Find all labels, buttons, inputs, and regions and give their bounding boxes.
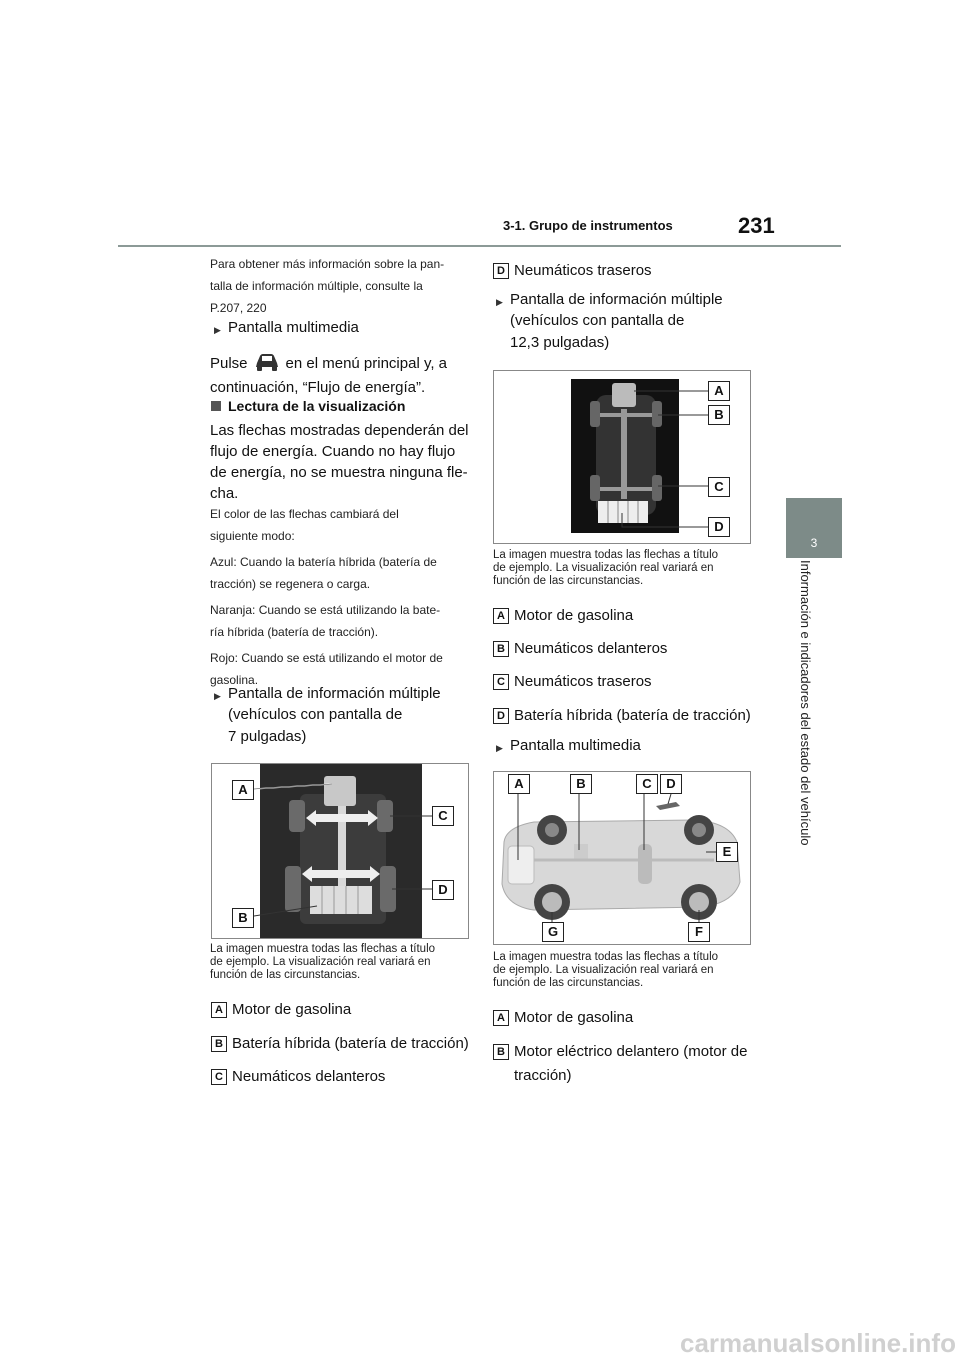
car-icon bbox=[254, 351, 280, 373]
pulse-line2: continuación, “Flujo de energía”. bbox=[210, 379, 426, 396]
bullet-multimedia: ▶ Pantalla multimedia bbox=[510, 735, 641, 756]
caption-line: La imagen muestra todas las flechas a título bbox=[493, 549, 719, 561]
figure-label: A bbox=[708, 381, 730, 401]
bullet-12in bbox=[510, 289, 723, 354]
color-line: Naranja: Cuando se está utilizando la bate- bbox=[210, 603, 441, 617]
paragraph-line: de energía, no se muestra ninguna fle- bbox=[210, 464, 468, 481]
legend-key: D bbox=[493, 708, 509, 724]
page-number: 231 bbox=[738, 213, 775, 238]
caption-line: La imagen muestra todas las flechas a título bbox=[493, 951, 719, 963]
caption-line: La imagen muestra todas las flechas a título bbox=[210, 943, 436, 955]
figure-label: D bbox=[660, 774, 682, 794]
legend-item bbox=[493, 1007, 633, 1028]
legend-item bbox=[211, 1033, 469, 1054]
legend-text: Neumáticos delanteros bbox=[514, 640, 668, 657]
bullet-line: (vehículos con pantalla de bbox=[228, 706, 403, 723]
legend-item bbox=[211, 999, 351, 1020]
legend-text: Batería híbrida (batería de tracción) bbox=[232, 1035, 469, 1052]
legend-text: Motor de gasolina bbox=[514, 1009, 634, 1026]
bullet-multimedia: ▶ Pantalla multimedia bbox=[228, 317, 359, 338]
figure-label: F bbox=[688, 922, 710, 942]
figure-label: C bbox=[432, 806, 454, 826]
energy-flow-paragraph bbox=[210, 420, 469, 504]
legend-key: A bbox=[493, 608, 509, 624]
figure-label: B bbox=[708, 405, 730, 425]
figure-label: D bbox=[432, 880, 454, 900]
intro-line: P.207, 220 bbox=[210, 301, 267, 315]
legend-key: C bbox=[493, 674, 509, 690]
bullet-line: ▶ Pantalla de información múltiple bbox=[228, 683, 441, 704]
legend-item bbox=[493, 605, 633, 626]
figure-caption bbox=[210, 943, 435, 982]
legend-text: Batería híbrida (batería de tracción) bbox=[514, 707, 751, 724]
legend-item bbox=[493, 705, 751, 726]
watermark: carmanualsonline.info bbox=[680, 1328, 956, 1358]
legend-text: Neumáticos delanteros bbox=[232, 1068, 386, 1085]
legend-text: Neumáticos traseros bbox=[514, 673, 652, 690]
pulse-word: Pulse bbox=[210, 355, 248, 372]
intro-line: Para obtener más información sobre la pan- bbox=[210, 257, 445, 271]
legend-key: B bbox=[493, 1044, 509, 1060]
color-line: Rojo: Cuando se está utilizando el motor de bbox=[210, 651, 443, 665]
legend-text: Neumáticos traseros bbox=[514, 262, 652, 279]
legend-key: B bbox=[211, 1036, 227, 1052]
legend-key: C bbox=[211, 1069, 227, 1085]
figure-12in-energy-flow bbox=[493, 370, 751, 544]
figure-label: B bbox=[232, 908, 254, 928]
caption-line: de ejemplo. La visualización real variará en bbox=[493, 964, 714, 976]
bullet-line: 12,3 pulgadas) bbox=[510, 334, 610, 351]
legend-text: Motor eléctrico delantero (motor de bbox=[514, 1043, 748, 1060]
header-rule bbox=[118, 245, 841, 247]
legend-item bbox=[211, 1066, 385, 1087]
paragraph-line: flujo de energía. Cuando no hay flujo bbox=[210, 443, 456, 460]
pulse-rest: en el menú principal y, a bbox=[285, 355, 448, 372]
figure-label: D bbox=[708, 517, 730, 537]
legend-item bbox=[493, 260, 652, 281]
figure-caption bbox=[493, 951, 718, 990]
chapter-tab bbox=[786, 498, 842, 558]
intro-line: talla de información múltiple, consulte la bbox=[210, 279, 423, 293]
color-line: Azul: Cuando la batería híbrida (batería de bbox=[210, 555, 437, 569]
figure-label: A bbox=[232, 780, 254, 800]
figure-label: E bbox=[716, 842, 738, 862]
figure-label: C bbox=[708, 477, 730, 497]
figure-label: C bbox=[636, 774, 658, 794]
color-line: gasolina. bbox=[210, 673, 259, 687]
car-cutaway-diagram bbox=[494, 772, 750, 944]
figure-multimedia-energy-flow bbox=[493, 771, 751, 945]
figure-label: A bbox=[508, 774, 530, 794]
legend-item bbox=[493, 638, 667, 659]
legend-item bbox=[493, 671, 652, 692]
legend-key: D bbox=[493, 263, 509, 279]
chapter-side-title: Información e indicadores del estado del vehículo bbox=[798, 560, 813, 846]
color-line: tracción) se regenera o carga. bbox=[210, 577, 371, 591]
legend-text: Motor de gasolina bbox=[232, 1001, 352, 1018]
legend-item bbox=[493, 1041, 747, 1062]
legend-key: A bbox=[211, 1002, 227, 1018]
figure-7in-energy-flow bbox=[211, 763, 469, 939]
color-line: ría híbrida (batería de tracción). bbox=[210, 625, 379, 639]
caption-line: función de las circunstancias. bbox=[493, 977, 644, 989]
legend-key: A bbox=[493, 1010, 509, 1026]
legend-key: B bbox=[493, 641, 509, 657]
chapter-number: 3 bbox=[810, 536, 818, 550]
caption-line: de ejemplo. La visualización real variará en bbox=[210, 956, 431, 968]
chapter-side-title-box bbox=[798, 560, 828, 890]
color-line: siguiente modo: bbox=[210, 529, 295, 543]
figure-label: G bbox=[542, 922, 564, 942]
pulse-instruction bbox=[210, 351, 447, 398]
caption-line: función de las circunstancias. bbox=[493, 575, 644, 587]
caption-line: de ejemplo. La visualización real variará en bbox=[493, 562, 714, 574]
bullet-line: (vehículos con pantalla de bbox=[510, 312, 685, 329]
bullet-line: ▶ Pantalla de información múltiple bbox=[510, 289, 723, 310]
bullet-7in bbox=[228, 683, 441, 748]
color-line: El color de las flechas cambiará del bbox=[210, 507, 399, 521]
figure-label: B bbox=[570, 774, 592, 794]
paragraph-line: cha. bbox=[210, 485, 239, 502]
legend-text: Motor de gasolina bbox=[514, 607, 634, 624]
color-explanation bbox=[210, 503, 443, 691]
intro-text bbox=[210, 253, 444, 319]
figure-caption bbox=[493, 549, 718, 588]
section-title: 3-1. Grupo de instrumentos bbox=[503, 218, 673, 233]
legend-continuation: tracción) bbox=[514, 1067, 572, 1084]
caption-line: función de las circunstancias. bbox=[210, 969, 361, 981]
section-heading: Lectura de la visualización bbox=[228, 398, 406, 414]
paragraph-line: Las flechas mostradas dependerán del bbox=[210, 422, 469, 439]
bullet-line: 7 pulgadas) bbox=[228, 728, 307, 745]
